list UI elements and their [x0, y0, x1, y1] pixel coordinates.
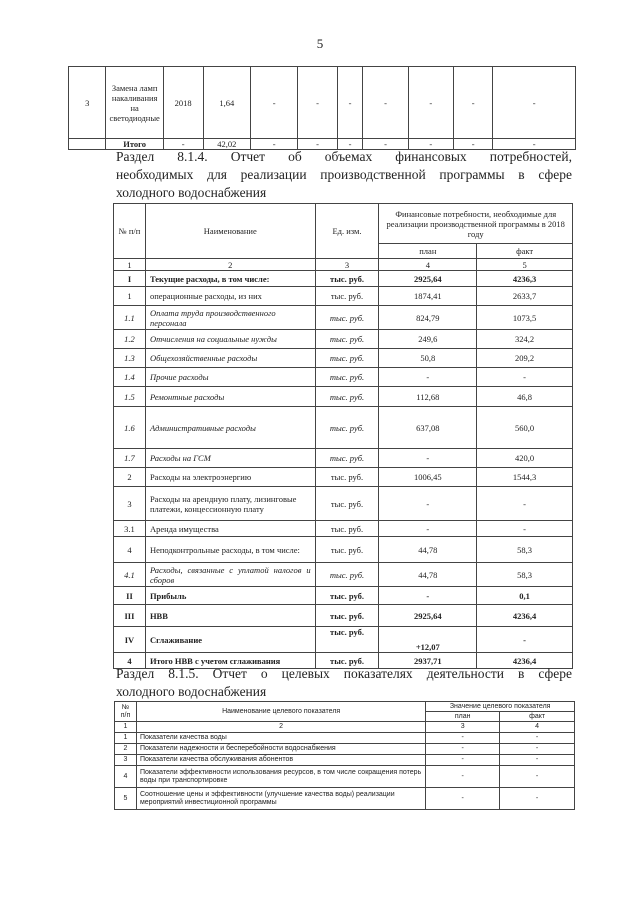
row-number: 1 [114, 287, 146, 306]
row-fact: - [500, 733, 575, 744]
investment-table-continuation [68, 66, 576, 150]
row-fact: - [500, 766, 575, 788]
row-name: Расходы на электроэнергию [145, 468, 315, 487]
header-plan: план [426, 712, 500, 722]
table-row [114, 587, 573, 605]
row-plan: - [426, 744, 500, 755]
row-fact: 46,8 [477, 387, 573, 407]
header-name: Наименование целевого показателя [136, 702, 425, 722]
section-8-1-4-heading [116, 148, 572, 202]
table-row [114, 487, 573, 521]
table-row [114, 271, 573, 287]
year-cell: - [163, 139, 203, 150]
row-name: операционные расходы, из них [145, 287, 315, 306]
row-name: Административные расходы [145, 407, 315, 449]
row-number: 3.1 [114, 521, 146, 537]
empty-cell: - [453, 139, 492, 150]
row-number: I [114, 271, 146, 287]
row-name: Итого НВВ с учетом сглаживания [145, 653, 315, 669]
row-unit: тыс. руб. [315, 387, 379, 407]
row-plan: - [426, 788, 500, 810]
row-number: 4 [114, 653, 146, 669]
table-row [115, 766, 575, 788]
row-fact: 324,2 [477, 330, 573, 349]
row-plan: 637,08 [379, 407, 477, 449]
column-number: 3 [426, 722, 500, 733]
row-plan: 44,78 [379, 563, 477, 587]
row-number: II [114, 587, 146, 605]
row-unit: тыс. руб. [315, 627, 379, 653]
header-fact: факт [477, 244, 573, 259]
row-plan: - [379, 487, 477, 521]
row-plan: - [426, 766, 500, 788]
row-number: 1 [115, 733, 137, 744]
row-name: Показатели качества обслуживания абонентов [136, 755, 425, 766]
table-header-row [114, 204, 573, 244]
row-unit: тыс. руб. [315, 368, 379, 387]
financial-needs-table [113, 203, 573, 669]
column-number-row [115, 722, 575, 733]
row-name: Расходы, связанные с уплатой налогов и сборов [145, 563, 315, 587]
row-unit: тыс. руб. [315, 521, 379, 537]
row-name: Текущие расходы, в том числе: [145, 271, 315, 287]
row-number: 4.1 [114, 563, 146, 587]
empty-cell: - [363, 139, 408, 150]
row-number: 2 [114, 468, 146, 487]
table-row [115, 788, 575, 810]
row-fact: 1073,5 [477, 306, 573, 330]
column-number: 3 [315, 259, 379, 271]
row-number: 3 [114, 487, 146, 521]
table-row [114, 368, 573, 387]
row-unit: тыс. руб. [315, 271, 379, 287]
row-fact: 58,3 [477, 563, 573, 587]
row-fact: - [500, 788, 575, 810]
table-row [114, 605, 573, 627]
row-number: 1.2 [114, 330, 146, 349]
row-plan: 249,6 [379, 330, 477, 349]
row-plan: 2925,64 [379, 605, 477, 627]
row-fact: 4236,3 [477, 271, 573, 287]
row-number: 2 [115, 744, 137, 755]
row-fact: 4236,4 [477, 653, 573, 669]
row-unit: тыс. руб. [315, 605, 379, 627]
row-number: 1.1 [114, 306, 146, 330]
row-plan: +12,07 [379, 627, 477, 653]
column-number: 1 [115, 722, 137, 733]
row-fact: 209,2 [477, 349, 573, 368]
row-name: Показатели надежности и бесперебойности водоснабжения [136, 744, 425, 755]
header-name: Наименование [145, 204, 315, 259]
row-unit: тыс. руб. [315, 563, 379, 587]
row-unit: тыс. руб. [315, 407, 379, 449]
header-no: № п/п [114, 204, 146, 259]
row-unit: тыс. руб. [315, 306, 379, 330]
row-fact: 560,0 [477, 407, 573, 449]
row-number: 4 [114, 537, 146, 563]
empty-cell: - [337, 139, 363, 150]
heading-line: Раздел 8.1.5. Отчет о целевых показателях деятельности в сфере [116, 666, 572, 681]
table-header-row [115, 702, 575, 712]
row-plan: - [379, 587, 477, 605]
row-name: Аренда имущества [145, 521, 315, 537]
empty-cell: - [337, 67, 363, 139]
table-row [114, 306, 573, 330]
column-number: 2 [136, 722, 425, 733]
heading-line: холодного водоснабжения [116, 684, 267, 699]
row-fact: - [477, 627, 573, 653]
table-row [114, 521, 573, 537]
row-fact: 4236,4 [477, 605, 573, 627]
row-unit: тыс. руб. [315, 468, 379, 487]
empty-cell: - [453, 67, 492, 139]
table-row [114, 287, 573, 306]
row-number: 4 [115, 766, 137, 788]
measure-name: Замена ламп накаливания на светодиодные [106, 67, 163, 139]
table-row [69, 67, 576, 139]
value-cell: 1,64 [203, 67, 251, 139]
target-indicators-table [114, 701, 575, 810]
column-number: 1 [114, 259, 146, 271]
row-fact: 420,0 [477, 449, 573, 468]
row-plan: 824,79 [379, 306, 477, 330]
heading-line: холодного водоснабжения [116, 185, 267, 200]
row-number: 3 [115, 755, 137, 766]
total-value: 42,02 [203, 139, 251, 150]
table-row [114, 468, 573, 487]
column-number: 5 [477, 259, 573, 271]
header-fact: факт [500, 712, 575, 722]
table-row [114, 387, 573, 407]
empty-cell: - [298, 139, 337, 150]
total-label: Итого [106, 139, 163, 150]
row-name: Оплата труда производственного персонала [145, 306, 315, 330]
row-number: 1.4 [114, 368, 146, 387]
row-unit: тыс. руб. [315, 449, 379, 468]
header-financial-needs: Финансовые потребности, необходимые для реализации производственной программы в 2018 году [379, 204, 573, 244]
row-plan: - [426, 755, 500, 766]
row-number: 1.6 [114, 407, 146, 449]
row-unit: тыс. руб. [315, 537, 379, 563]
table-row [115, 733, 575, 744]
row-plan: 1874,41 [379, 287, 477, 306]
row-unit: тыс. руб. [315, 587, 379, 605]
row-fact: - [500, 755, 575, 766]
row-name: Показатели качества воды [136, 733, 425, 744]
row-plan: 2925,64 [379, 271, 477, 287]
row-fact: 58,3 [477, 537, 573, 563]
empty-cell: - [251, 139, 298, 150]
table-row [114, 537, 573, 563]
row-fact: - [477, 487, 573, 521]
row-number: 5 [115, 788, 137, 810]
year-cell: 2018 [163, 67, 203, 139]
row-unit: тыс. руб. [315, 287, 379, 306]
row-name: Соотношение цены и эффективности (улучшение качества воды) реализации мероприятий инвестиционной программы [136, 788, 425, 810]
row-plan: 112,68 [379, 387, 477, 407]
row-plan: 44,78 [379, 537, 477, 563]
row-fact: - [477, 368, 573, 387]
header-no: № п/п [115, 702, 137, 722]
row-number: 1.7 [114, 449, 146, 468]
header-unit: Ед. изм. [315, 204, 379, 259]
table-row [115, 755, 575, 766]
empty-cell: - [251, 67, 298, 139]
row-fact: - [477, 521, 573, 537]
row-number: III [114, 605, 146, 627]
heading-line: Раздел 8.1.4. Отчет об объемах финансовых потребностей, [116, 149, 572, 164]
table-row [114, 330, 573, 349]
empty-cell: - [408, 67, 453, 139]
empty-cell: - [298, 67, 337, 139]
row-number: 1.3 [114, 349, 146, 368]
table-row [114, 627, 573, 653]
row-number [69, 139, 106, 150]
column-number: 4 [379, 259, 477, 271]
empty-cell: - [493, 139, 576, 150]
row-plan: 2937,71 [379, 653, 477, 669]
row-plan: - [379, 368, 477, 387]
row-name: Неподконтрольные расходы, в том числе: [145, 537, 315, 563]
row-name: Расходы на ГСМ [145, 449, 315, 468]
row-unit: тыс. руб. [315, 349, 379, 368]
row-plan: 1006,45 [379, 468, 477, 487]
section-8-1-5-heading [116, 665, 572, 701]
row-plan: 50,8 [379, 349, 477, 368]
column-number-row [114, 259, 573, 271]
table-row [115, 744, 575, 755]
row-name: Отчисления на социальные нужды [145, 330, 315, 349]
row-unit: тыс. руб. [315, 653, 379, 669]
column-number: 2 [145, 259, 315, 271]
header-plan: план [379, 244, 477, 259]
empty-cell: - [408, 139, 453, 150]
row-number: 1.5 [114, 387, 146, 407]
row-name: НВВ [145, 605, 315, 627]
row-name: Расходы на арендную плату, лизинговые платежи, концессионную плату [145, 487, 315, 521]
table-row [114, 449, 573, 468]
row-fact: - [500, 744, 575, 755]
row-plan: - [379, 521, 477, 537]
row-unit: тыс. руб. [315, 330, 379, 349]
row-fact: 0,1 [477, 587, 573, 605]
row-unit: тыс. руб. [315, 487, 379, 521]
row-number: IV [114, 627, 146, 653]
heading-line: необходимых для реализации производственной программы в сфере [116, 167, 572, 182]
table-row [114, 563, 573, 587]
row-name: Показатели эффективности использования ресурсов, в том числе сокращения потерь воды при транспортировке [136, 766, 425, 788]
row-plan: - [426, 733, 500, 744]
row-fact: 2633,7 [477, 287, 573, 306]
row-plan: - [379, 449, 477, 468]
row-name: Прибыль [145, 587, 315, 605]
row-name: Общехозяйственные расходы [145, 349, 315, 368]
empty-cell: - [493, 67, 576, 139]
row-name: Ремонтные расходы [145, 387, 315, 407]
row-fact: 1544,3 [477, 468, 573, 487]
row-name: Прочие расходы [145, 368, 315, 387]
table-row [114, 407, 573, 449]
empty-cell: - [363, 67, 408, 139]
column-number: 4 [500, 722, 575, 733]
table-row [114, 349, 573, 368]
header-target-value: Значение целевого показателя [426, 702, 575, 712]
page-number: 5 [316, 36, 324, 51]
row-number: 3 [69, 67, 106, 139]
row-name: Сглаживание [145, 627, 315, 653]
